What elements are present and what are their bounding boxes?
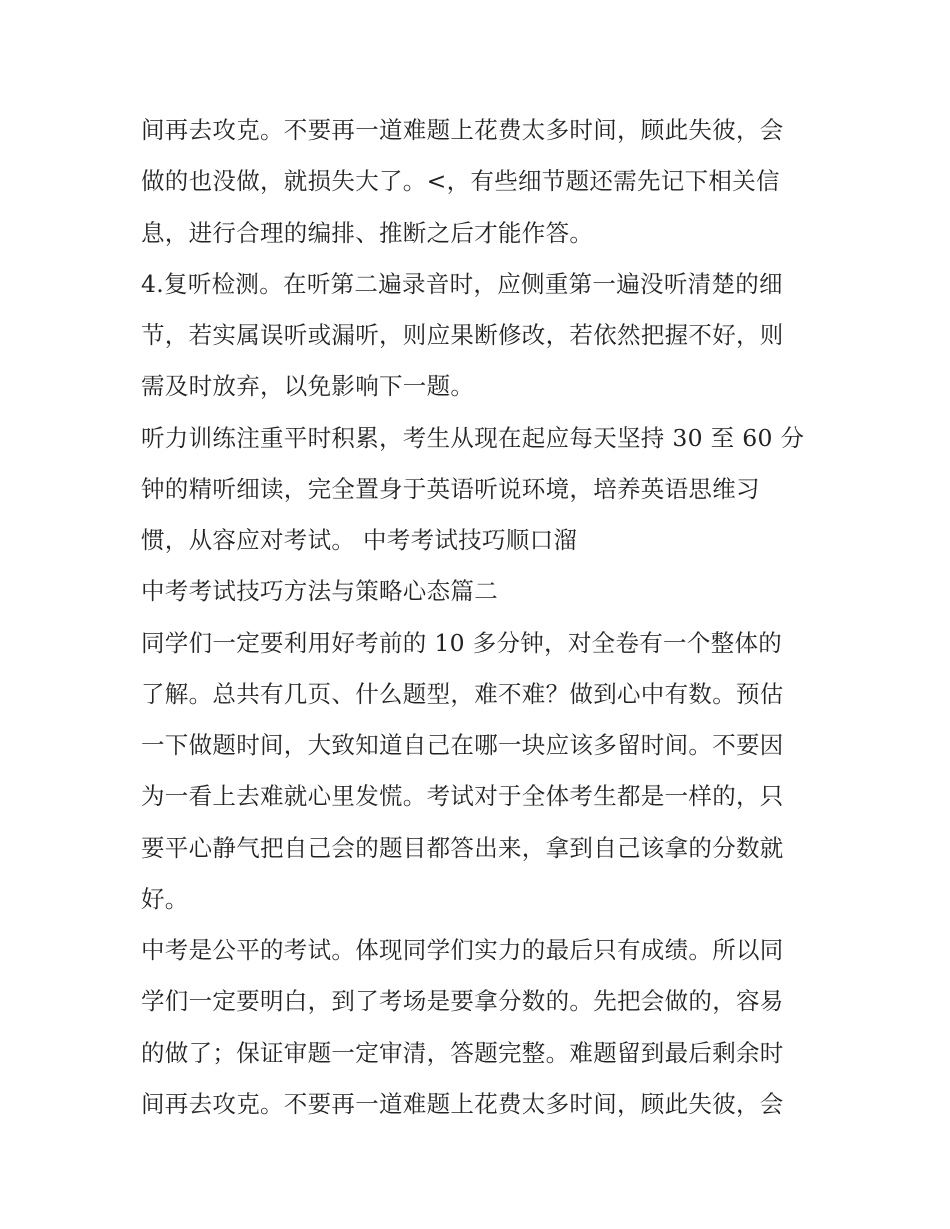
text-line-14: 为一看上去难就心里发慌。考试对于全体考生都是一样的，只 [141,782,784,811]
text-line-5: 节，若实属误听或漏听，则应果断修改，若依然把握不好，则 [141,321,784,349]
text-line-18: 学们一定要明白，到了考场是要拿分数的。先把会做的，容易 [141,987,784,1016]
text-line-19: 的做了；保证审题一定审清，答题完整。难题留到最后剩余时 [141,1038,784,1067]
text-line-17: 中考是公平的考试。体现同学们实力的最后只有成绩。所以同 [141,936,784,964]
text-line-2: 做的也没做，就损失大了。<，有些细节题还需先记下相关信 [141,167,780,196]
document-body [141,111,821,1136]
text-line-11: 同学们一定要利用好考前的 10 多分钟，对全卷有一个整体的 [141,628,783,657]
text-line-7: 听力训练注重平时积累，考生从现在起应每天坚持 30 至 60 分 [141,423,805,452]
text-line-12: 了解。总共有几页、什么题型，难不难？做到心中有数。预估 [141,679,784,708]
text-line-4: 4.复听检测。在听第二遍录音时，应侧重第一遍没听清楚的细 [141,269,783,298]
text-line-6: 需及时放弃，以免影响下一题。 [141,372,475,401]
text-line-20: 间再去攻克。不要再一道难题上花费太多时间，顾此失彼，会 [141,1089,784,1118]
section-heading: 中考考试技巧方法与策略心态篇二 [141,577,498,606]
text-line-3: 息，进行合理的编排、推断之后才能作答。 [141,218,594,247]
text-line-8: 钟的精听细读，完全置身于英语听说环境，培养英语思维习 [141,474,760,503]
text-line-16: 好。 [141,884,189,913]
text-line-15: 要平心静气把自己会的题目都答出来，拿到自己该拿的分数就 [141,833,784,862]
text-line-9: 惯，从容应对考试。 中考考试技巧顺口溜 [141,526,578,554]
text-line-1: 间再去攻克。不要再一道难题上花费太多时间，顾此失彼，会 [141,116,784,144]
text-line-13: 一下做题时间，大致知道自己在哪一块应该多留时间。不要因 [141,731,784,759]
